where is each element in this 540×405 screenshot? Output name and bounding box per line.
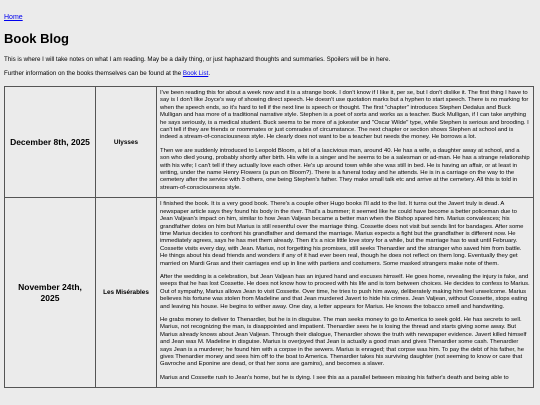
- more-info-prefix: Further information on the books themselves can be found at the: [4, 70, 183, 77]
- entry-paragraph: I've been reading this for about a week now and it is a strange book. I don't know if I like it, per se, but I don't dislike it. The first thing I have to say is I don't like Joyce's way of showing direct speech. He doesn't use quotation marks but a hyphen to start speech. There is no marking for when the speech ends, so it's hard to tell if the next line is speech or thought. The first "chapter" introduces Stephen Dedalus and Buck Mulligan and has more of a traditional narrative style. Stephen is a poet of sorts and works as a teacher. Buck Mulligan, if I can take anything he says seriously, is a medical student. Buck seems to be more of a jokester and "Oscar Wilde" type, while Stephen is serious and brooding. I can't tell if they are friends or roommates or just comrades of circumstance. The next chapter or section shows Stephen at school and is indeed a stream-of-consciousness style. He clearly does not want to be a teacher but needs the money. He borrows a lot.: [160, 90, 529, 141]
- blog-table: [4, 86, 534, 388]
- more-info-suffix: .: [208, 70, 211, 77]
- entry-paragraph: After the wedding is a celebration, but Jean Valjean has an injured hand and excuses himself. He goes home, revealing the injury is fake, and weeps that he has lost Cossette. He does not know how to proceed with his life and is torn between choices. He decides to confess to Marius. Out of sympathy, Marius allows Jean to visit Cossette. Over time, he tries to push him away, deliberately making him feel unwelcome. Marius believes his fortune was stolen from Madeline and that Jean murdered Javert to hide his crimes. Jean Valjean, without Cossette, stops eating and leaving his house. He begins to wither away. One day, a letter appears for Marius. He knows the tobacco smell and handwriting.: [160, 273, 530, 310]
- intro-text: This is where I will take notes on what I am reading. May be a daily thing, or just haphazard thoughts and summaries. Spoilers will be in here.: [4, 56, 391, 63]
- more-info-text: [4, 70, 536, 78]
- entry-paragraph: He grabs money to deliver to Thenardier, but he is in disguise. The man seeks money to go to America to seek gold. He has secrets to sell. Marius, not recognizing the man, is disappointed and impatient. Thenardier sees he is losing the thread and starts giving some away. But Marius already knows about Jean Valjean. Through their dialogue, Thenardier shows the truth with newspaper evidence. Javert killed himself and Jean was M. Madeline in disguise. Marius is overjoyed that Jean is actually a good man and gives Thenardier some cash. Thenardier says Jean is a murderer; he found him with a corpse in the sewers. Marius is enraged; that corpse was him. To pay the debt of his father, he gives Thenardier money and sees him off to the boat to America. Thenardier takes his surviving daughter (not seeming to know or care that Gavroche and Eponine are dead, or that her sons are gamins), and becomes a slaver.: [160, 316, 527, 368]
- entry-notes: [157, 87, 534, 198]
- page-title: Book Blog: [4, 31, 69, 46]
- table-row: [5, 198, 534, 388]
- entry-notes: [157, 198, 534, 388]
- entry-paragraph: Then we are suddenly introduced to Leopold Bloom, a bit of a lascivious man, around 40. He has a wife, a daughter away at school, and a son who died young, probably shortly after birth. His wife is a singer and he seems to be a salesman or ad-man. He has a strange relationship with his wife; I can't tell if they actually love each other. He's up around town while she was still in bed. He is having an affair, or at least in writing, under the name Henry Flowers (a pun on Bloom?). There is a funeral today and he attends. He is in a carriage on the way to the cemetery after the service with 3 others, one being Stephen's father. They make small talk etc and arrive at the cemetery. All this is told in stream-of-consciousness style.: [160, 147, 530, 191]
- home-link[interactable]: Home: [4, 14, 23, 21]
- book-list-link[interactable]: Book List: [182, 70, 209, 77]
- entry-date: December 8th, 2025: [5, 87, 96, 198]
- entry-paragraph: Marius and Cossette rush to Jean's home, but he is dying. I see this as a parallel between missing his father's death and being able to: [160, 374, 509, 381]
- entry-paragraph: I finished the book. It is a very good book. There's a couple other Hugo books I'll add to the list. It turns out the Javert truly is dead. A newspaper article says they found his body in the river. That's a bummer; it seemed like he could have become a better policeman due to Jean Valjean's impact on him, similar to how Jean Valjean became a better man when the Bishop spared him. Marius convalesces; his grandfather dotes on him but Marius is still resentful over the marriage thing. Cossette does not visit but sends lint for bandages. After some time Marius decides to confront his grandfather and demand the marriage. Marius expects a fight but the grandfather is different now. He immediately agrees, says he has met them already. Then it's a nice little love story for a while, but the marriage has to wait until February. Cossette visits every day, with Jean. Marius, not forgetting his promises, still seeks Thenardier and the stranger who saved him from battle. He things about his dead friends and wonders if any of it had ever been real, though he does not reflect on them long. Eventually they get married on Mardi Gras and their carriages end up in line with partiers and costumers. Some masked strangers make note of them.: [160, 201, 524, 267]
- entry-book-title: Les Misérables: [96, 198, 157, 388]
- table-row: [5, 87, 534, 198]
- entry-book-title: Ulysses: [96, 87, 157, 198]
- entry-date: November 24th, 2025: [5, 198, 96, 388]
